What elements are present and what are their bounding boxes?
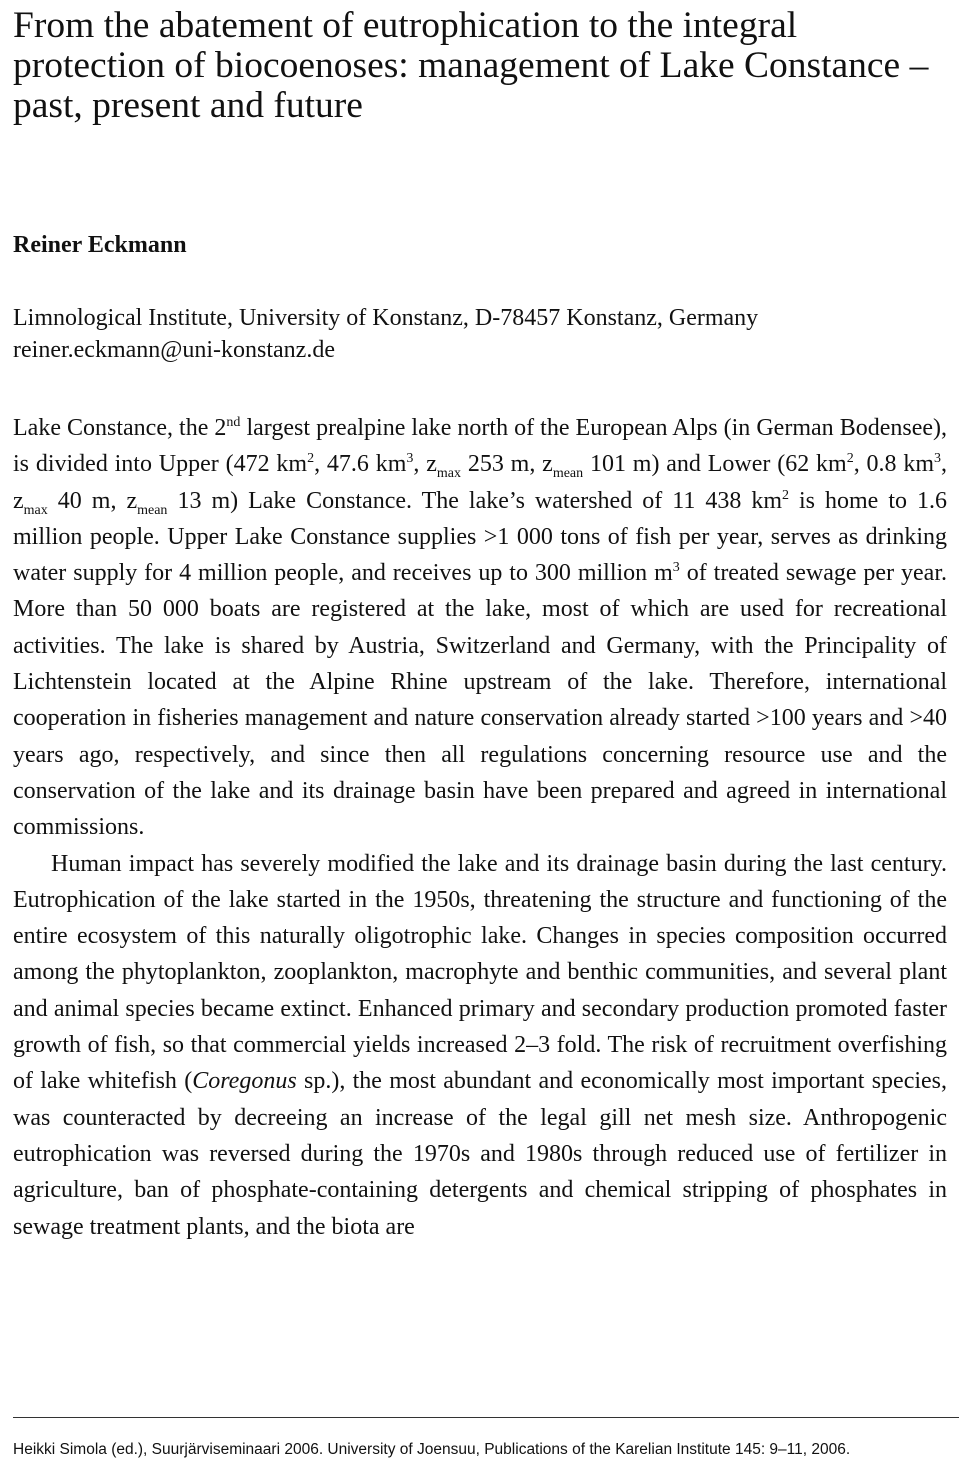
- affiliation: Limnological Institute, University of Konstanz, D-78457 Konstanz, Germany: [13, 305, 759, 331]
- author-affiliation-block: [13, 302, 758, 366]
- footer-divider: [13, 1417, 959, 1418]
- author-email[interactable]: reiner.eckmann@uni-konstanz.de: [13, 337, 335, 363]
- author-name: Reiner Eckmann: [13, 232, 187, 258]
- paragraph-2: Human impact has severely modified the lake and its drainage basin during the last century. Eutrophication of the lake started in the 1950s, threatening the structure and functioning of the entire ecosystem of this naturally oligotrophic lake. Changes in species composition occurred among the phytoplankton, zooplankton, macrophyte and benthic communities, and several plant and animal species became extinct. Enhanced primary and secondary production promoted faster growth of fish, so that commercial yields increased 2–3 fold. The risk of recruitment overfishing of lake whitefish (Coregonus sp.), the most abundant and economically most important species, was counteracted by decreeing an increase of the legal gill net mesh size. Anthropogenic eutrophication was reversed during the 1970s and 1980s through reduced use of fertilizer in agriculture, ban of phosphate-containing detergents and chemical stripping of phosphates in sewage treatment plants, and the biota are: [13, 850, 948, 1240]
- abstract-body: [13, 410, 947, 1245]
- paper-title: From the abatement of eutrophication to the integral protection of biocoenoses: management of Lake Constance – past, present and future: [13, 5, 929, 126]
- paragraph-1: Lake Constance, the 2nd largest prealpine lake north of the European Alps (in German Bodensee), is divided into Upper (472 $km^2$, 47.6 $km^3$, $z_{max}$ 253 m, $z_{mean}$ 101 m) and Lower (62 $km^2$, 0.8 $km^3$, $z_{max}$ 40 m, $z_{mean}$ 13 m) Lake Constance. The lake’s watershed of 11 438 $km^2$ is home to 1.6 million people. Upper Lake Constance supplies >1 000 tons of fish per year, serves as drinking water supply for 4 million people, and receives up to 300 million $m^3$ of treated sewage per year. More than 50 000 boats are registered at the lake, most of which are used for recreational activities. The lake is shared by Austria, Switzerland and Germany, with the Principality of Lichtenstein located at the Alpine Rhine upstream of the lake. Therefore, international cooperation in fisheries management and nature conservation already started >100 years and >40 years ago, respectively, and since then all regulations concerning resource use and the conservation of the lake and its drainage basin have been prepared and agreed in international commissions.: [13, 415, 948, 841]
- footer-citation: Heikki Simola (ed.), Suurjärviseminaari 2006. University of Joensuu, Publications of the Karelian Institute 145: 9–11, 2006.: [13, 1441, 851, 1458]
